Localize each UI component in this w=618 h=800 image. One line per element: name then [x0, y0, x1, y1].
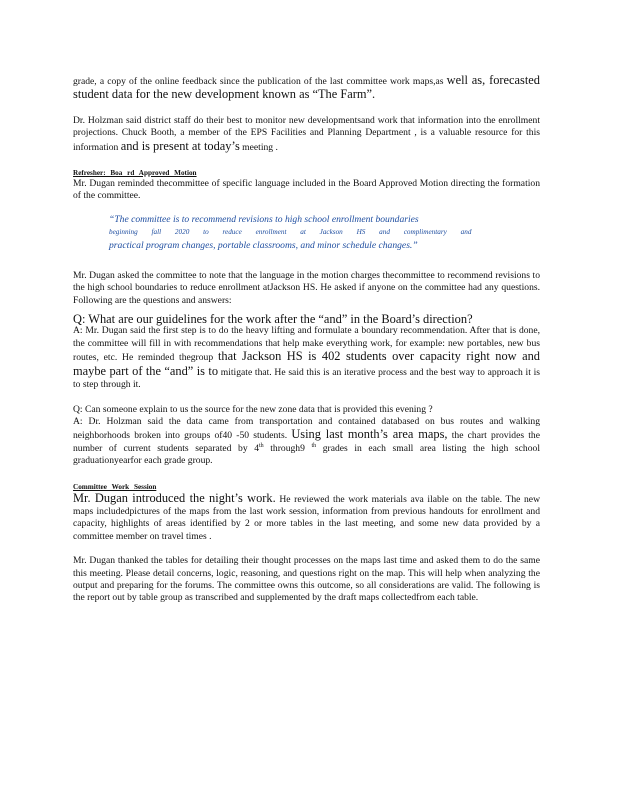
- board-motion-quote: “The committee is to recommend revisions to high school enrollment boundaries beginning fall 2020 to reduce enrollment at Jackson HS and complimentary and practical program changes, portable classrooms, and minor schedule changes.”: [109, 213, 472, 251]
- question-zone-data: Q: Can someone explain to us the source for the new zone data that is provided this evening ?: [73, 403, 433, 415]
- paragraph-holzman: Dr. Holzman said district staff do their best to monitor new developmentsand work that information into the enrollment projections. Chuck Booth, a member of the EPS Facilities and Planning Department , is a valuable resource for this information and is present at today’s meeting .: [73, 114, 540, 153]
- answer-zone-data: A: Dr. Holzman said the data came from transportation and contained databased on bus routes and walking neighborhoods broken into groups of40 -50 students. Using last month’s area maps, the chart provides the number of current students separated by 4th through9 $^{th}$ grades in each small area listing the high school graduationyearfor each grade group.: [73, 415, 540, 467]
- paragraph-feedback: grade, a copy of the online feedback since the publication of the last committee work maps,as well as, forecasted student data for the new development known as “The Farm”.: [73, 73, 540, 102]
- heading-work-session: Committee Work Session: [73, 482, 157, 491]
- paragraph-motion-language: Mr. Dugan asked the committee to note that the language in the motion charges thecommittee to recommend revisions to the high school boundaries to reduce enrollment atJackson HS. He asked if anyone on the committee had any questions. Following are the questions and answers:: [73, 269, 540, 306]
- paragraph-thanks: Mr. Dugan thanked the tables for detailing their thought processes on the maps last time and asked them to do the same this meeting. Please detail concerns, logic, reasoning, and questions right on the map. This will help when analyzing the output and preparing for the forums. The committee owns this outcome, so all considerations are valid. The following is the report out by table group as transcribed and supplemented by the draft maps collectedfrom each table.: [73, 555, 540, 604]
- paragraph-nights-work: Mr. Dugan introduced the night’s work. He reviewed the work materials ava ilable on the table. The new maps includedpictures of the maps from the last work session, information from previous handouts for enrollment and capacity, highlights of areas identified by 2 or more tables in the last meeting, and some new data provided by a committee member on travel times .: [73, 490, 540, 542]
- answer-guidelines: A: Mr. Dugan said the first step is to do the heavy lifting and formulate a boundary recommendation. After that is done, the committee will fill in with recommendations that help make everything work, for example: new portables, new bus routes, etc. He reminded thegroup that Jackson HS is 402 students over capacity right now and maybe part of the “and” is to mitigate that. He said this is an iterative process and the best way to approach it is to step through it.: [73, 325, 541, 391]
- document-page: [73, 74, 540, 605]
- question-guidelines: Q: What are our guidelines for the work after the “and” in the Board’s direction?: [73, 312, 473, 327]
- paragraph-reminder: Mr. Dugan reminded thecommittee of specific language included in the Board Approved Motion directing the formation of the committee.: [73, 178, 540, 202]
- heading-refresher: Refresher: Boa rd Approved Motion: [73, 169, 197, 178]
